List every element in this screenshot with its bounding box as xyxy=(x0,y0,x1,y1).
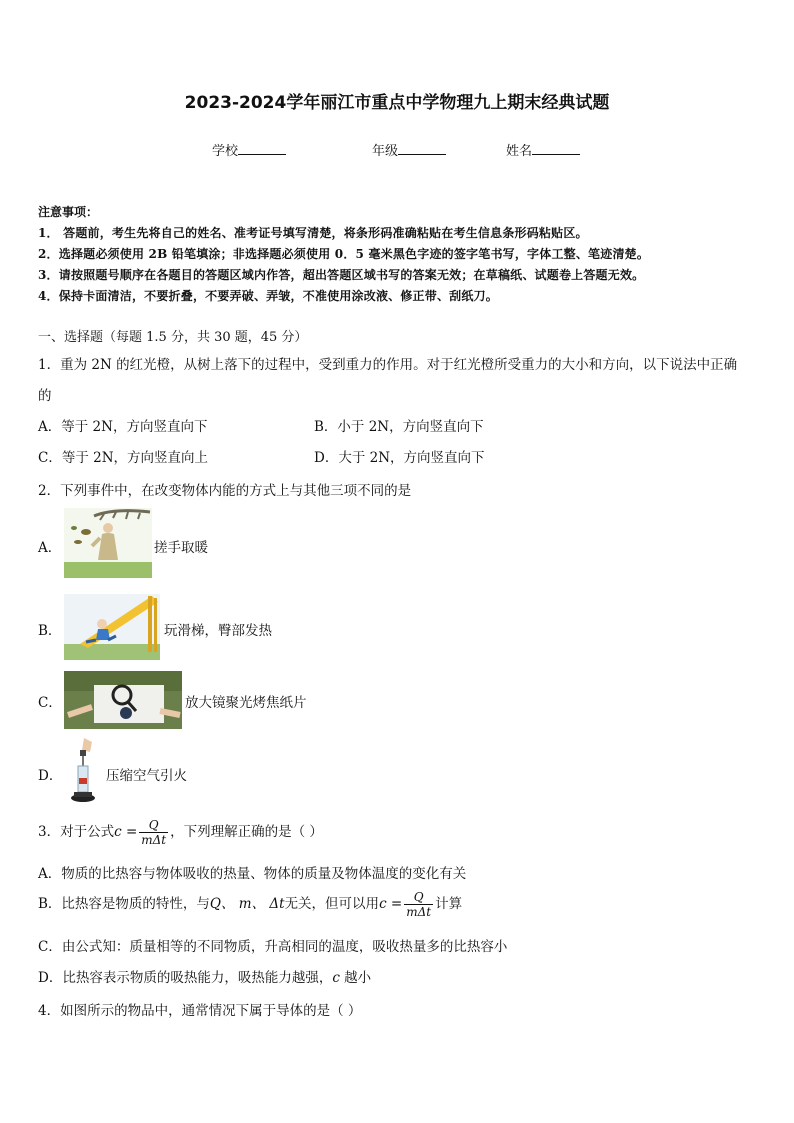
q2-option-c-letter: C． xyxy=(38,695,62,711)
notes-heading: 注意事项： xyxy=(38,205,99,219)
note-item: 3．请按照题号顺序在各题目的答题区域内作答，超出答题区域书写的答案无效；在草稿纸、试题卷上答题无效。 xyxy=(38,268,645,282)
q3-option-d-suffix: 越小 xyxy=(339,970,372,986)
q2-option-c-text: 放大镜聚光烤焦纸片 xyxy=(185,695,307,711)
q3-option-d xyxy=(38,966,371,986)
q3-option-b-vars: Q、 m、 Δt xyxy=(209,896,285,912)
formula-numerator: Q xyxy=(139,818,168,833)
note-item: 4．保持卡面清洁，不要折叠，不要弄破、弄皱，不准使用涂改液、修正带、刮纸刀。 xyxy=(38,289,498,303)
school-field xyxy=(212,140,286,159)
q2-option-d-letter: D． xyxy=(38,768,63,784)
grade-blank xyxy=(398,142,446,155)
q3-option-b-mid: 无关，但可以用 xyxy=(284,896,380,912)
name-blank xyxy=(532,142,580,155)
q2-option-a-text: 搓手取暖 xyxy=(154,540,208,556)
formula-lhs: c = xyxy=(114,824,138,840)
q2-option-b-letter: B． xyxy=(38,623,62,639)
formula-fraction xyxy=(404,890,433,919)
q3-stem xyxy=(38,818,323,847)
grade-label: 年级 xyxy=(372,144,399,159)
name-label: 姓名 xyxy=(506,144,533,159)
note-item: 2．选择题必须使用 2B 铅笔填涂；非选择题必须使用 0．5 毫米黑色字迹的签字笔书写，字体工整、笔迹清楚。 xyxy=(38,247,650,261)
note-item: 1． 答题前，考生先将自己的姓名、准考证号填写清楚，将条形码准确粘贴在考生信息条形码粘贴区。 xyxy=(38,226,588,240)
q1-stem-line1: 1．重为 2N 的红光橙，从树上落下的过程中，受到重力的作用。对于红光橙所受重力的大小和方向，以下说法中正确 xyxy=(38,357,738,373)
q3-stem-prefix: 3．对于公式 xyxy=(38,824,115,840)
rubbing-hands-image xyxy=(64,508,152,578)
q3-option-c: C．由公式知：质量相等的不同物质，升高相同的温度，吸收热量多的比热容小 xyxy=(38,939,508,955)
q2-stem: 2．下列事件中，在改变物体内能的方式上与其他三项不同的是 xyxy=(38,483,412,499)
formula-denominator: mΔt xyxy=(141,833,167,847)
formula-numerator: Q xyxy=(404,890,433,905)
q3-stem-suffix: ，下列理解正确的是（ ） xyxy=(170,824,323,840)
q1-option-b: B．小于 2N，方向竖直向下 xyxy=(314,419,484,435)
q3-option-a: A．物质的比热容与物体吸收的热量、物体的质量及物体温度的变化有关 xyxy=(38,866,467,882)
section-heading: 一、选择题（每题 1.5 分，共 30 题，45 分） xyxy=(38,330,308,345)
formula-fraction xyxy=(139,818,168,847)
q1-stem-line2: 的 xyxy=(38,388,52,404)
slide-image xyxy=(64,594,160,660)
q1-option-c: C．等于 2N，方向竖直向上 xyxy=(38,450,209,466)
q1-option-d: D．大于 2N，方向竖直向下 xyxy=(314,450,485,466)
q3-option-d-prefix: D．比热容表示物质的吸热能力，吸热能力越强， xyxy=(38,970,333,986)
air-compression-image xyxy=(64,738,102,806)
q3-option-d-var: c xyxy=(332,970,340,986)
q4-stem: 4．如图所示的物品中，通常情况下属于导体的是（ ） xyxy=(38,1003,362,1019)
q2-option-d-text: 压缩空气引火 xyxy=(106,768,187,784)
grade-field xyxy=(372,140,446,159)
name-field xyxy=(506,140,580,159)
q2-option-a-letter: A． xyxy=(38,540,62,556)
formula-lhs: c = xyxy=(379,896,403,912)
school-label: 学校 xyxy=(212,144,239,159)
q3-option-b-suffix: 计算 xyxy=(435,896,463,912)
q2-option-b-text: 玩滑梯，臀部发热 xyxy=(164,623,272,639)
q1-option-a: A．等于 2N，方向竖直向下 xyxy=(38,419,208,435)
page-title: 2023-2024学年丽江市重点中学物理九上期末经典试题 xyxy=(184,93,610,113)
q3-option-b xyxy=(38,890,462,919)
school-blank xyxy=(238,142,286,155)
q3-option-b-prefix: B．比热容是物质的特性，与 xyxy=(38,896,210,912)
formula-denominator: mΔt xyxy=(406,905,432,919)
magnifier-image xyxy=(64,671,182,729)
